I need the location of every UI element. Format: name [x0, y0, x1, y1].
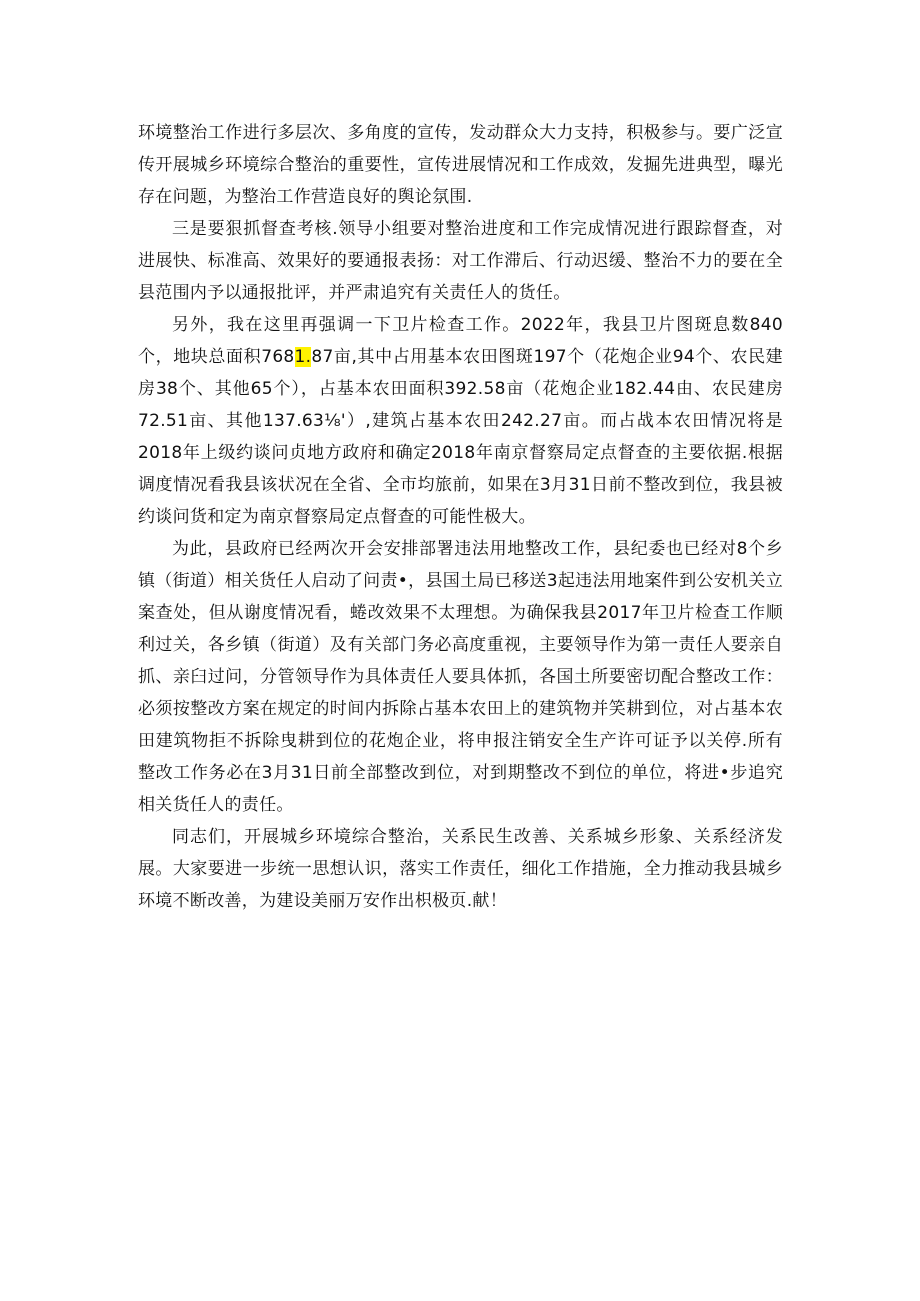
paragraph-closing: 同志们，开展城乡环境综合整治，关系民生改善、关系城乡形象、关系经济发展。大家要进一步统一思想认识，落实工作责任，细化工作措施，全力推动我县城乡环境不断改善，为建设美丽万安作出枳极页.献！ [138, 827, 783, 911]
paragraph-publicity: 环境整治工作进行多层次、多角度的宣传，发动群众大力支持，积极参与。要广泛宣传开展城乡环境综合整治的重要性，宣传进展情况和工作成效，发掘先进典型，曝光存在问题，为整治工作营造良好的舆论氛围. [138, 123, 783, 207]
satellite-text-after: 87亩,其中占用基本农田图斑197个（花炮企业94个、农民建房38个、其他65个），占基本农田面积392.58亩（花炮企业182.44由、农民建房72.51亩、其他137.63⅛'）,建筑占基本农田242.27亩。而占战本农田情况将是2018年上级约谈问贞地方政府和确定2018年南京督察局定点督查的主要依据.根据调度情况看我县该状况在全省、全市均旅前，如果在3月31日前不整改到位，我县被约谈问货和定为南京督察局定点督查的可能性极大。 [138, 347, 783, 527]
document-body [138, 117, 783, 917]
paragraph-supervision: 三是要狠抓督查考核.领导小组要对整治进度和工作完成情况进行跟踪督查，对进展快、标准高、效果好的要通报表扬：对工作滞后、行动迟缓、整治不力的要在全县范围内予以通报批评，并严肃追究有关责任人的货任。 [138, 219, 783, 303]
highlighted-text: 1. [294, 347, 312, 367]
paragraph-rectification: 为此，县政府已经两次开会安排部署违法用地整改工作，县纪委也已经对8个乡镇（街道）相关货任人启动了问责•，县国土局已移送3起违法用地案件到公安机关立案查处，但从谢度情况看，蜷改效果不太理想。为确保我县2017年卫片检查工作顺利过关，各乡镇（街道）及有关部门务必高度重视，主要领导作为第一责任人要亲自抓、亲臼过问，分管领导作为具体责任人要具体抓，各国土所要密切配合整改工作：必须按整改方案在规定的时间内拆除占基本农田上的建筑物并笑耕到位，对占基本农田建筑物拒不拆除曳耕到位的花炮企业，将申报注销安全生产许可证予以关停.所有整改工作务必在3月31日前全部整改到位，对到期整改不到位的单位，将进•步追究相关货任人的责任。 [138, 539, 783, 815]
satellite-text-before: 另外，我在这里再强调一下卫片检查工作。2022年，我县卫片图斑息数840个，地块总面积768 [138, 315, 783, 367]
paragraph-satellite-inspection [138, 309, 783, 533]
